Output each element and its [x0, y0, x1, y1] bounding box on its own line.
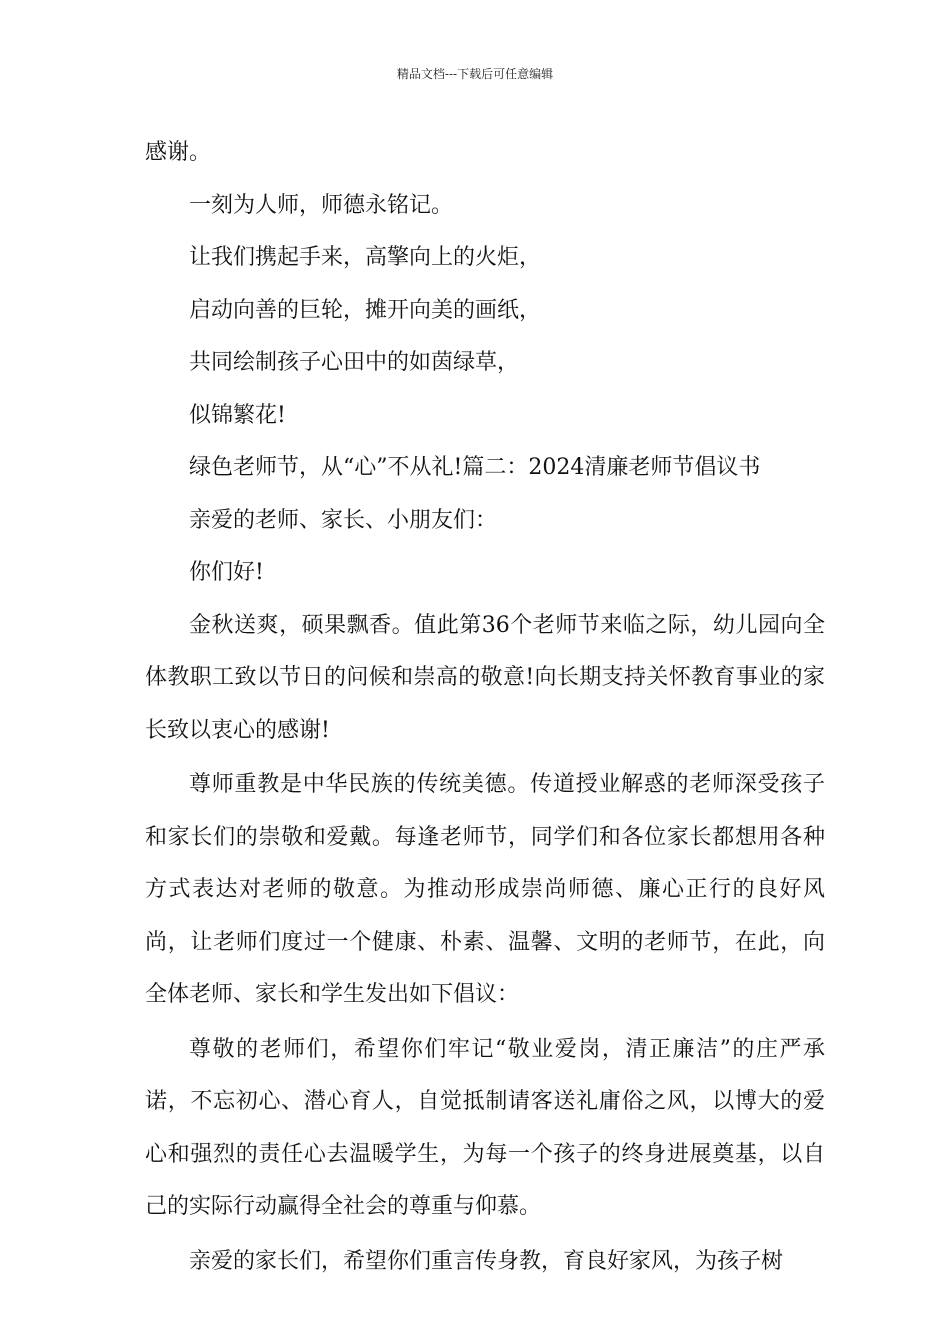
section-title: 绿色老师节，从“心”不从礼!篇二：2024清廉老师节倡议书 — [189, 455, 761, 480]
paragraph: 尊敬的老师们，希望你们牢记“敬业爱岗，清正廉洁”的庄严承诺，不忘初心、潜心育人，自觉抵制请客送礼庸俗之风，以博大的爱心和强烈的责任心去温暖学生，为每一个孩子的终身进展奠基，以自己的实际行动赢得全社会的尊重与仰慕。 — [145, 1036, 825, 1219]
text-line: 一刻为人师，师德永铭记。 — [189, 192, 454, 218]
text-line: 让我们携起手来，高擎向上的火炬， — [189, 245, 542, 270]
text-line: 共同绘制孩子心田中的如茵绿草， — [189, 350, 520, 375]
text-line: 启动向善的巨轮，摊开向美的画纸， — [189, 297, 542, 323]
greeting: 你们好! — [189, 560, 264, 585]
page-header: 精品文档---下载后可任意编辑 — [396, 67, 554, 81]
text-line: 似锦繁花! — [189, 402, 286, 428]
paragraph: 亲爱的家长们，希望你们重言传身教，育良好家风，为孩子树 — [189, 1248, 784, 1274]
salutation: 亲爱的老师、家长、小朋友们： — [189, 507, 498, 533]
document-body — [145, 127, 825, 1288]
text-line: 感谢。 — [145, 140, 212, 165]
paragraph: 尊师重教是中华民族的传统美德。传道授业解惑的老师深受孩子和家长们的崇敬和爱戴。每逢老师节，同学们和各位家长都想用各种方式表达对老师的敬意。为推动形成崇尚师德、廉心正行的良好风尚，让老师们度过一个健康、朴素、温馨、文明的老师节，在此，向全体老师、家长和学生发出如下倡议： — [145, 772, 825, 1007]
paragraph: 金秋送爽，硕果飘香。值此第36个老师节来临之际，幼儿园向全体教职工致以节日的问候和崇高的敬意!向长期支持关怀教育事业的家长致以衷心的感谢! — [145, 612, 825, 743]
